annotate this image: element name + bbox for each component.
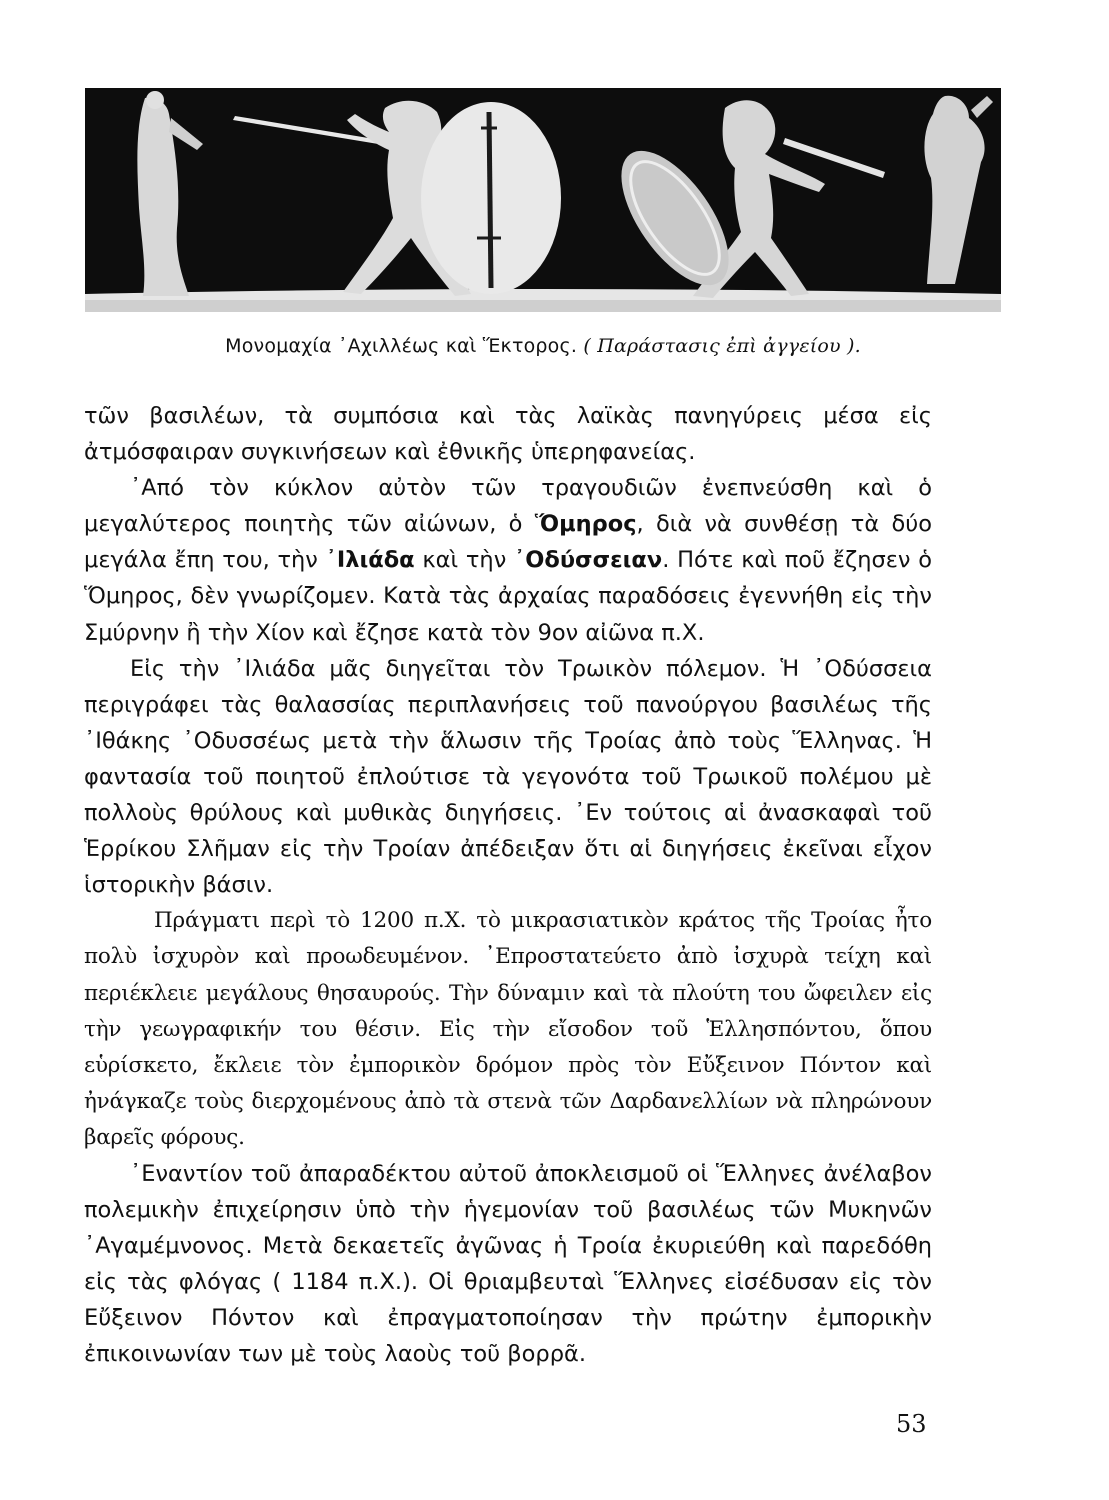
- paragraph-2: ᾽Από τὸν κύκλον αὐτὸν τῶν τραγουδιῶν ἐνεπνεύσθη καὶ ὁ μεγαλύτερος ποιητὴς τῶν αἰώνων, ὁ Ὅμηρος, διὰ νὰ συνθέσῃ τὰ δύο μεγάλα ἔπη του, τὴν ᾽Ιλιάδα καὶ τὴν ᾽Οδύσσειαν. Πότε καὶ ποῦ ἔζησεν ὁ Ὅμηρος, δὲν γνωρίζομεν. Κατὰ τὰς ἀρχαίας παραδόσεις ἐγεννήθη εἰς τὴν Σμύρνην ἢ τὴν Χίον καὶ ἔζησε κατὰ τὸν 9ον αἰῶνα π.Χ.: [84, 475, 932, 646]
- paragraph-4: Πράγματι περὶ τὸ 1200 π.Χ. τὸ μικρασιατικὸν κράτος τῆς Τροίας ἦτο πολὺ ἰσχυρὸν καὶ προωδευμένον. ᾽Επροστατεύετο ἀπὸ ἰσχυρὰ τείχη καὶ περιέκλειε μεγάλους θησαυρούς. Τὴν δύναμιν καὶ τὰ πλούτη του ὤφειλεν εἰς τὴν γεωγραφικήν του θέσιν. Εἰς τὴν εἴσοδον τοῦ Ἑλλησπόντου, ὅπου εὑρίσκετο, ἔκλειε τὸν ἐμπορικὸν δρόμον πρὸς τὸν Εὔξεινον Πόντον καὶ ἠνάγκαζε τοὺς διερχομένους ἀπὸ τὰ στενὰ τῶν Δαρδανελλίων νὰ πληρώνουν βαρεῖς φόρους.: [84, 908, 932, 1150]
- duel-scene-figure: [85, 88, 1001, 312]
- paragraph-3: Εἰς τὴν ᾽Ιλιάδα μᾶς διηγεῖται τὸν Τρωικὸν πόλεμον. Ἡ ᾽Οδύσσεια περιγράφει τὰς θαλασσίας περιπλανήσεις τοῦ πανούργου βασιλέως τῆς ᾽Ιθάκης ᾽Οδυσσέως μετὰ τὴν ἅλωσιν τῆς Τροίας ἀπὸ τοὺς Ἕλληνας. Ἡ φαντασία τοῦ ποιητοῦ ἐπλούτισε τὰ γεγονότα τοῦ Τρωικοῦ πολέμου μὲ πολλοὺς θρύλους καὶ μυθικὰς διηγήσεις. ᾽Εν τούτοις αἱ ἀνασκαφαὶ τοῦ Ἑρρίκου Σλῆμαν εἰς τὴν Τροίαν ἀπέδειξαν ὅτι αἱ διηγήσεις ἐκεῖναι εἶχον ἱστορικὴν βάσιν.: [84, 655, 932, 899]
- figure-caption: [85, 335, 1001, 357]
- paragraph-5: ᾽Εναντίον τοῦ ἀπαραδέκτου αὐτοῦ ἀποκλεισμοῦ οἱ Ἕλληνες ἀνέλαβον πολεμικὴν ἐπιχείρησιν ὑπὸ τὴν ἡγεμονίαν τοῦ βασιλέως τῶν Μυκηνῶν ᾽Αγαμέμνονος. Μετὰ δεκαετεῖς ἀγῶνας ἡ Τροία ἐκυριεύθη καὶ παρεδόθη εἰς τὰς φλόγας ( 1184 π.Χ.). Οἱ θριαμβευταὶ Ἕλληνες εἰσέδυσαν εἰς τὸν Εὔξεινον Πόντον καὶ ἐπραγματοποίησαν τὴν πρώτην ἐμπορικὴν ἐπικοινωνίαν των μὲ τοὺς λαοὺς τοῦ βορρᾶ.: [84, 1160, 932, 1368]
- page-number: 53: [896, 1410, 927, 1438]
- vase-painting-image: [85, 88, 1001, 312]
- caption-main: Μονομαχία ᾽Αχιλλέως καὶ Ἕκτορος.: [225, 335, 578, 357]
- iliad-title: ᾽Ιλιάδα: [325, 547, 415, 574]
- body-text: [84, 398, 932, 1373]
- homer-name: Ὅμηρος: [534, 511, 637, 538]
- paragraph-1: τῶν βασιλέων, τὰ συμπόσια καὶ τὰς λαϊκὰς πανηγύρεις μέσα εἰς ἀτμόσφαιραν συγκινήσεων καὶ ἐθνικῆς ὑπερηφανείας.: [84, 403, 932, 466]
- caption-note: ( Παράστασις ἐπὶ ἀγγείου ).: [583, 335, 861, 357]
- odyssey-title: ᾽Οδύσσειαν: [514, 547, 663, 574]
